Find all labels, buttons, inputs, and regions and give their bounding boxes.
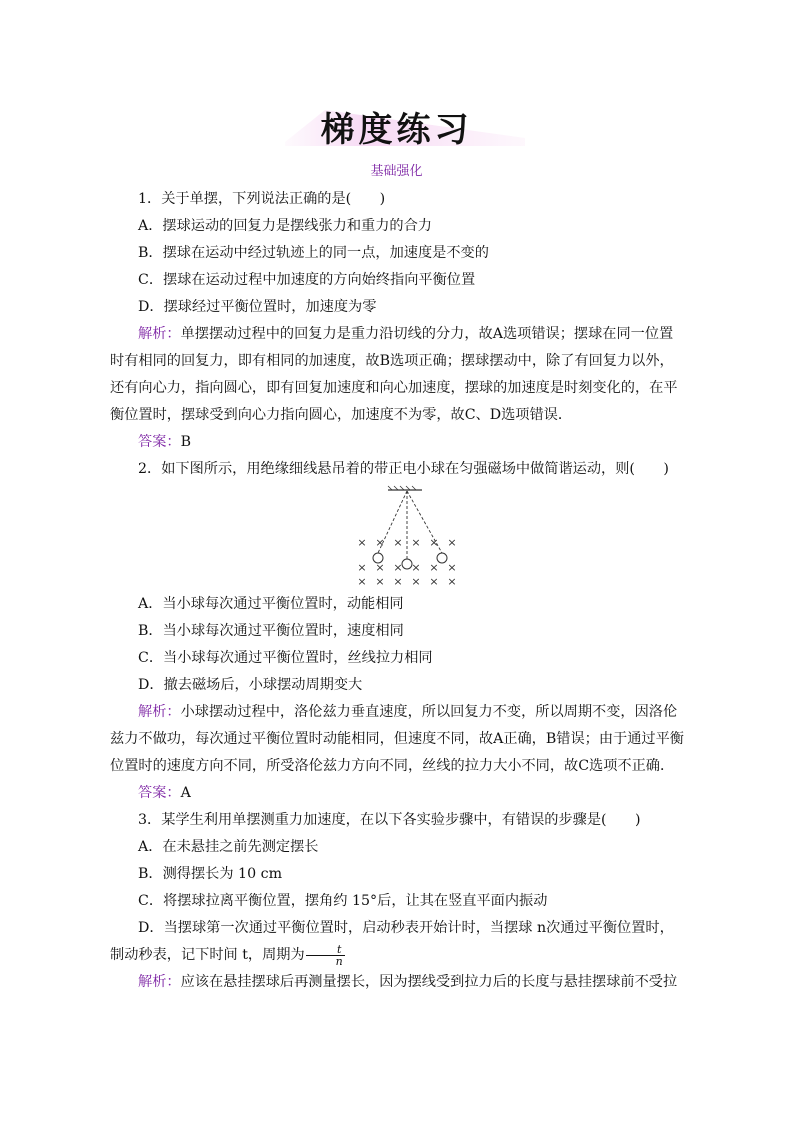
q1-option-b: B．摆球在运动中经过轨迹上的同一点，加速度是不变的 [138,245,489,261]
q2-analysis-text: 小球摆动过程中，洛伦兹力垂直速度，所以回复力不变，所以周期不变，因洛伦兹力不做功，每次通过平衡位置时动能相同，但速度不同，故A正确，B错误；由于通过平衡位置时的速度方向不同，所受洛伦兹力方向不同，丝线的拉力大小不同，故C选项不正确． [110,704,684,774]
field-cross-mark: × [411,536,421,549]
field-cross-mark: × [357,561,367,574]
analysis-label: 解析： [138,974,181,990]
q1-answer [110,429,685,456]
section-heading: 基础强化 [370,164,423,179]
q1-option-d: D．摆球经过平衡位置时，加速度为零 [138,299,377,315]
q1-option-a: A．摆球运动的回复力是摆线张力和重力的合力 [138,218,432,234]
q3-stem: 3．某学生利用单摆测重力加速度，在以下各实验步骤中，有错误的步骤是( ) [138,812,641,828]
q1-stem: 1．关于单摆，下列说法正确的是( ) [138,191,386,207]
q3-option-d-text: D．当摆球第一次通过平衡位置时，启动秒表开始计时，当摆球 n次通过平衡位置时，制动秒表，记下时间 t，周期为 [110,920,674,963]
page-title: 梯度练习 [320,110,473,150]
q3-option-b: B．测得摆长为 10 cm [138,866,283,882]
q2-answer [110,780,685,807]
pendulum-diagram [110,483,685,591]
q3-option-a: A．在未悬挂之前先测定摆长 [138,839,319,855]
field-cross-mark: × [429,561,439,574]
field-cross-mark: × [447,536,457,549]
q1-analysis [110,321,685,429]
field-cross-mark: × [429,575,439,588]
field-cross-mark: × [375,561,385,574]
field-cross-mark: × [357,575,367,588]
q2-option-c: C．当小球每次通过平衡位置时，丝线拉力相同 [138,650,433,666]
field-cross-mark: × [429,536,439,549]
field-cross-mark: × [411,561,421,574]
q1-answer-value: B [180,434,192,450]
q3-option-d [110,915,685,969]
q2-analysis [110,699,685,780]
fraction-numerator: t [306,944,345,956]
question-content [110,186,685,996]
q2-option-d: D．撤去磁场后，小球摆动周期变大 [138,677,363,693]
q2-option-b: B．当小球每次通过平衡位置时，速度相同 [138,623,404,639]
q3-option-c: C．将摆球拉离平衡位置，摆角约 15°后，让其在竖直平面内振动 [138,893,548,909]
period-fraction [306,944,345,967]
q2-answer-value: A [180,785,191,801]
fraction-denominator: n [335,954,343,968]
field-cross-mark: × [447,575,457,588]
field-cross-mark: × [447,561,457,574]
q1-analysis-text: 单摆摆动过程中的回复力是重力沿切线的分力，故A选项错误；摆球在同一位置时有相同的回复力，即有相同的加速度，故B选项正确；摆球摆动中，除了有回复力以外，还有向心力，指向圆心，即有回复加速度和向心加速度，摆球的加速度是时刻变化的，在平衡位置时，摆球受到向心力指向圆心，加速度不为零，故C、D选项错误． [110,326,678,423]
q2-stem: 2．如下图所示，用绝缘细线悬吊着的带正电小球在匀强磁场中做简谐运动，则( ) [138,461,669,477]
field-cross-mark: × [411,575,421,588]
field-cross-mark: × [393,575,403,588]
pendulum-figure [110,483,685,591]
analysis-label: 解析： [138,326,181,342]
q3-analysis-text: 应该在悬挂摆球后再测量摆长，因为摆线受到拉力后的长度与悬挂摆球前不受拉 [180,974,678,990]
field-cross-mark: × [393,561,403,574]
answer-label: 答案： [138,434,181,450]
q2-option-a: A．当小球每次通过平衡位置时，动能相同 [138,596,404,612]
answer-label: 答案： [138,785,181,801]
field-cross-mark: × [375,536,385,549]
field-cross-mark: × [393,536,403,549]
field-cross-mark: × [357,536,367,549]
q3-analysis [110,969,685,996]
q1-option-c: C．摆球在运动过程中加速度的方向始终指向平衡位置 [138,272,476,288]
field-cross-mark: × [375,575,385,588]
analysis-label: 解析： [138,704,181,720]
